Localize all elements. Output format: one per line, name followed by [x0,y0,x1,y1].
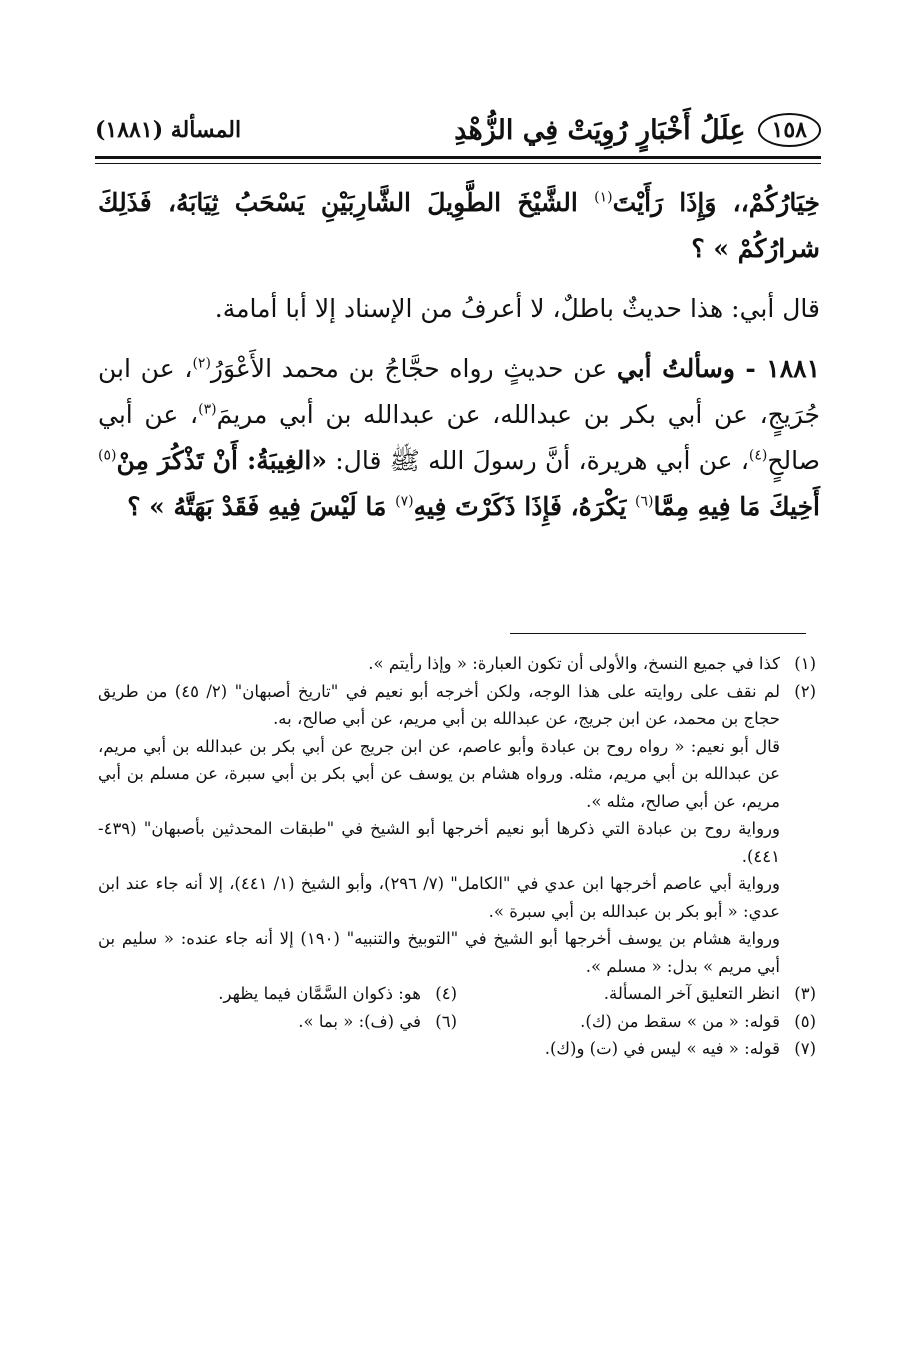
footnote-3 [457,980,816,1008]
matn-text-4: مَا لَيْسَ فِيهِ فَقَدْ بَهَتَّهُ » ؟ [127,492,396,521]
issue-number: ١٨٨١ - [734,354,820,383]
isnad-text-1: عن حديثٍ رواه حجَّاجُ بن محمد الأَعْوَرُ [210,354,617,383]
footnote-text: قوله: « فيه » ليس في (ت) و(ك). [544,1039,780,1058]
isnad-text-4: ، عن أبي هريرة، أنَّ رسولَ الله ﷺ قال: [326,446,749,475]
footnotes-row-3-4 [98,980,816,1008]
verdict-text: قال أبي: هذا حديثٌ باطلٌ، لا أعرفُ من الإسناد إلا أبا أمامة. [214,294,820,323]
footnote-ref-3: (٣) [198,401,217,418]
isnad-text-3: ، عن أبي صالحٍ [98,400,820,475]
footnote-4 [98,980,457,1008]
header-right [454,113,821,147]
footnote-separator [510,633,806,634]
footnote-text: انظر التعليق آخر المسألة. [603,984,780,1003]
footnote-ref-7: (٧) [395,493,414,510]
footnote-7 [98,1035,816,1063]
footnote-5 [457,1008,816,1036]
page-number: ١٥٨ [758,113,821,147]
footnote-ref-5: (٥) [98,447,117,464]
footnote-text: لم نقف على روايته على هذا الوجه، ولكن أخرجه أبو نعيم في "تاريخ أصبهان" (٢/ ٤٥) من طريق حجاج بن محمد، عن ابن جريج، عن عبدالله بن أبي مريم، عن أبي صالح، به. [98,681,780,728]
footnote-ref-6: (٦) [635,493,654,510]
footnote-text: ورواية هشام بن يوسف أخرجها أبو الشيخ في "التوبيخ والتنبيه" (١٩٠) إلا أنه جاء عنده: « سليم بن أبي مريم » بدل: « مسلم ». [98,929,781,976]
footnote-text: ورواية أبي عاصم أخرجها ابن عدي في "الكامل" (٧/ ٢٩٦)، وأبو الشيخ (١/ ٤٤١)، إلا أنه جاء عند ابن عدي: « أبو بكر بن عبدالله بن أبي سبرة ». [98,874,780,921]
footnote-text: قوله: « من » سقط من (ك). [580,1011,780,1031]
footnote-number: (٢) [794,681,816,701]
isnad-text-2: ، عن ابن جُرَيجٍ، عن أبي بكر بن عبدالله، عن عبدالله بن أبي مريمَ [98,354,821,429]
hadith-text: خِيَارُكُمْ،، وَإِذَا رَأَيْتَ [612,188,820,217]
header-rule-thick [95,156,821,159]
footnote-number: (١) [794,654,816,673]
footnote-text: قال أبو نعيم: « رواه روح بن عبادة وأبو عاصم، عن ابن جريج عن أبي بكر بن عبدالله بن أبي مريم، عن عبدالله بن أبي مريم، مثله. ورواه هشام بن يوسف عن أبي بكر بن أبي سبرة، عن مسلم بن أبي مريم، عن أبي صالح، مثله ». [98,736,780,811]
issue-label: المسألة (١٨٨١) [95,117,242,143]
header-rule-thin [95,163,821,164]
book-title: عِلَلُ أَخْبَارٍ رُوِيَتْ فِي الزُّهْدِ [454,114,746,146]
paragraph-hadith-end [98,180,820,272]
footnote-1 [98,650,816,678]
question-lead: وسألتُ أبي [616,354,735,383]
footnotes [98,650,816,1063]
paragraph-verdict [98,286,820,332]
footnote-2 [98,678,816,981]
footnote-text: ورواية روح بن عبادة التي ذكرها أبو نعيم أخرجها أبو الشيخ في "طبقات المحدثين بأصبهان" (٤٣٩- ٤٤١). [98,819,780,866]
footnote-number: (٣) [794,984,816,1003]
footnote-ref-4: (٤) [748,447,768,464]
hadith-text-cont: الشَّيْخَ الطَّوِيلَ الشَّارِبَيْنِ يَسْحَبُ ثِيَابَهُ، فَذَلِكَ شرارُكُمْ » ؟ [98,188,820,263]
matn-text-3: يَكْرَهُ، فَإِذَا ذَكَرْتَ فِيهِ [413,492,636,521]
footnote-number: (٧) [794,1039,816,1058]
running-header [95,110,821,150]
footnote-6 [98,1008,457,1036]
matn-text-1: «الغِيبَةُ: أَنْ تَذْكُرَ مِنْ [116,446,327,475]
footnote-text: هو: ذكوان السَّمَّان فيما يظهر. [218,984,421,1003]
main-text [98,180,820,530]
footnotes-row-5-6 [98,1008,816,1036]
footnote-ref-2: (٢) [192,355,211,372]
footnote-number: (٦) [435,1011,457,1031]
paragraph-issue-1881 [98,346,820,530]
footnote-text: في (ف): « بما ». [298,1011,421,1031]
footnote-ref-1: (١) [594,189,613,206]
footnote-text-block [98,678,780,981]
matn-text-2: أَخِيكَ مَا فِيهِ مِمَّا [653,492,820,521]
footnote-text: كذا في جميع النسخ، والأولى أن تكون العبارة: « وإذا رأيتم ». [368,654,780,673]
footnote-number: (٤) [435,984,457,1003]
footnote-number: (٥) [794,1011,816,1031]
